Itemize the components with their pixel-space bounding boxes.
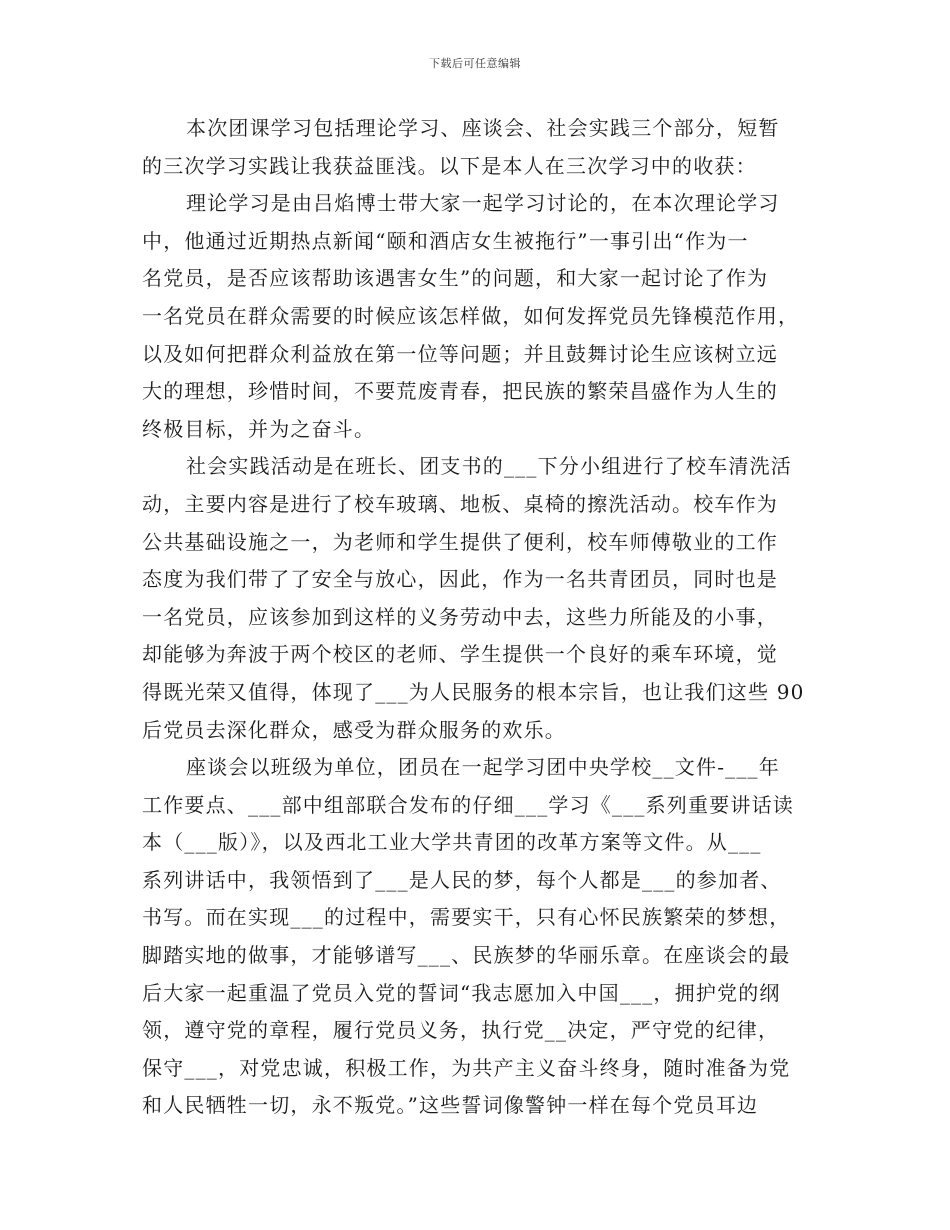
text-line: 座谈会以班级为单位，团员在一起学习团中央学校__文件-___年 (186, 755, 780, 780)
page-header: 下载后可任意编辑 (429, 57, 521, 70)
text-line: 一名党员，应该参加到这样的义务劳动中去，这些力所能及的小事， (142, 604, 778, 629)
text-line: 中，他通过近期热点新闻“颐和酒店女生被拖行”一事引出“作为一 (142, 228, 749, 253)
text-line: 社会实践活动是在班长、团支书的___下分小组进行了校车清洗活 (186, 454, 792, 479)
text-line: 保守___，对党忠诚，积极工作，为共产主义奋斗终身，随时准备为党 (142, 1055, 791, 1080)
document-body (142, 110, 812, 1125)
text-line: 得既光荣又值得，体现了___为人民服务的根本宗旨，也让我们这些 90 (142, 679, 805, 704)
text-line: 本次团课学习包括理论学习、座谈会、社会实践三个部分，短暂 (186, 116, 780, 140)
text-line: 本（___版）》，以及西北工业大学共青团的改革方案等文件。从___ (142, 830, 762, 855)
text-line: 却能够为奔波于两个校区的老师、学生提供一个良好的乘车环境，觉 (142, 642, 778, 667)
paragraph (142, 749, 812, 1125)
text-line: 以及如何把群众利益放在第一位等问题；并且鼓舞讨论生应该树立远 (142, 341, 778, 366)
text-line: 一名党员在群众需要的时候应该怎样做，如何发挥党员先锋模范作用， (142, 303, 800, 328)
text-line: 的三次学习实践让我获益匪浅。以下是本人在三次学习中的收获： (142, 153, 757, 178)
text-line: 后党员去深化群众，感受为群众服务的欢乐。 (142, 717, 566, 742)
text-line: 和人民牺牲一切，永不叛党。”这些誓词像警钟一样在每个党员耳边 (142, 1093, 759, 1118)
paragraph (142, 110, 812, 185)
paragraph (142, 448, 812, 749)
text-line: 大的理想，珍惜时间，不要荒废青春，把民族的繁荣昌盛作为人生的 (142, 379, 778, 404)
text-line: 书写。而在实现___的过程中，需要实干，只有心怀民族繁荣的梦想， (142, 905, 791, 930)
paragraph (142, 185, 812, 448)
text-line: 领，遵守党的章程，履行党员义务，执行党__决定，严守党的纪律， (142, 1018, 780, 1043)
text-line: 动，主要内容是进行了校车玻璃、地板、桌椅的擦洗活动。校车作为 (142, 491, 778, 516)
text-line: 系列讲话中，我领悟到了___是人民的梦，每个人都是___的参加者、 (142, 867, 782, 892)
text-line: 公共基础设施之一，为老师和学生提供了便利，校车师傅敬业的工作 (142, 529, 778, 554)
text-line: 理论学习是由吕焰博士带大家一起学习讨论的，在本次理论学习 (186, 191, 780, 216)
text-line: 态度为我们带了了安全与放心，因此，作为一名共青团员，同时也是 (142, 567, 778, 592)
text-line: 工作要点、___部中组部联合发布的仔细___学习《___系列重要讲话读 (142, 792, 794, 817)
text-line: 终极目标，并为之奋斗。 (142, 416, 376, 441)
text-line: 后大家一起重温了党员入党的誓词“我志愿加入中国___，拥护党的纲 (142, 980, 781, 1005)
text-line: 脚踏实地的做事，才能够谱写___、民族梦的华丽乐章。在座谈会的最 (142, 943, 791, 968)
text-line: 名党员，是否应该帮助该遇害女生”的问题，和大家一起讨论了作为 (142, 266, 769, 291)
